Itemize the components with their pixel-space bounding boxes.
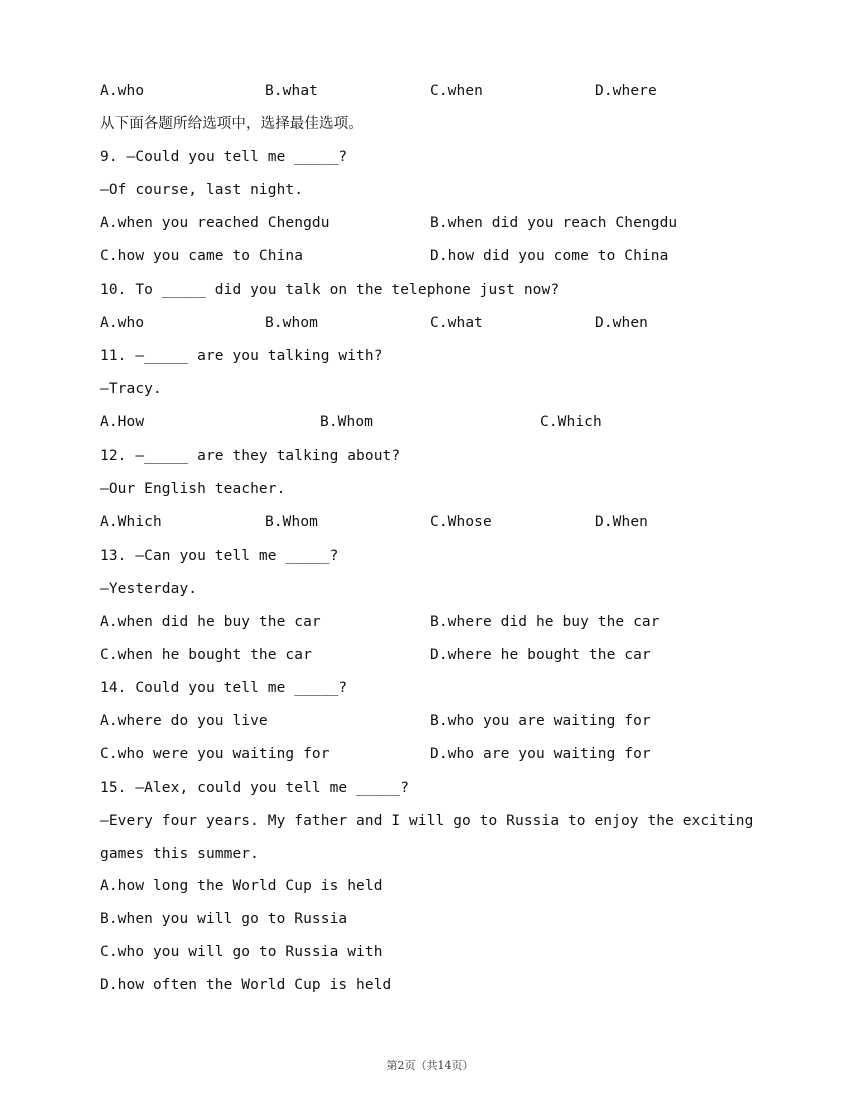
question-stem: 13. —Can you tell me _____?	[100, 548, 339, 564]
answer-option: D.where	[595, 83, 657, 99]
answer-option: B.what	[265, 83, 318, 99]
answer-option: B.whom	[265, 315, 318, 331]
text-line: C.who you will go to Russia with	[100, 944, 383, 960]
answer-option: C.when	[430, 83, 483, 99]
text-line: D.how often the World Cup is held	[100, 977, 392, 993]
question-stem: 9. —Could you tell me _____?	[100, 149, 348, 165]
answer-option: A.How	[100, 414, 145, 430]
question-stem: 11. —_____ are you talking with?	[100, 348, 383, 364]
text-line: —Our English teacher.	[100, 481, 286, 497]
text-line: B.when you will go to Russia	[100, 911, 348, 927]
answer-option: D.where he bought the car	[430, 647, 651, 663]
answer-option: C.when he bought the car	[100, 647, 312, 663]
answer-option: C.Whose	[430, 514, 492, 530]
answer-option: D.When	[595, 514, 648, 530]
answer-option: B.where did he buy the car	[430, 614, 660, 630]
answer-option: A.when did he buy the car	[100, 614, 321, 630]
answer-option: D.when	[595, 315, 648, 331]
answer-option: D.who are you waiting for	[430, 746, 651, 762]
text-line: games this summer.	[100, 846, 259, 862]
answer-option: B.when did you reach Chengdu	[430, 215, 678, 231]
answer-option: B.who you are waiting for	[430, 713, 651, 729]
answer-option: C.who were you waiting for	[100, 746, 330, 762]
question-stem: 15. —Alex, could you tell me _____?	[100, 780, 410, 796]
question-stem: 12. —_____ are they talking about?	[100, 448, 401, 464]
text-line: A.how long the World Cup is held	[100, 878, 383, 894]
answer-option: C.Which	[540, 414, 602, 430]
answer-option: A.who	[100, 83, 145, 99]
answer-option: D.how did you come to China	[430, 248, 669, 264]
text-line: —Of course, last night.	[100, 182, 304, 198]
answer-option: B.Whom	[265, 514, 318, 530]
answer-option: C.what	[430, 315, 483, 331]
answer-option: B.Whom	[320, 414, 373, 430]
text-line: 从下面各题所给选项中，选择最佳选项。	[100, 116, 363, 132]
question-stem: 10. To _____ did you talk on the telephone just now?	[100, 282, 560, 298]
page-footer: 第2页（共14页）	[386, 1059, 474, 1072]
answer-option: C.how you came to China	[100, 248, 304, 264]
answer-option: A.Which	[100, 514, 162, 530]
text-line: —Tracy.	[100, 381, 162, 397]
answer-option: A.who	[100, 315, 145, 331]
text-line: —Yesterday.	[100, 581, 198, 597]
text-line: —Every four years. My father and I will go to Russia to enjoy the exciting	[100, 813, 754, 829]
question-stem: 14. Could you tell me _____?	[100, 680, 348, 696]
answer-option: A.where do you live	[100, 713, 268, 729]
answer-option: A.when you reached Chengdu	[100, 215, 330, 231]
